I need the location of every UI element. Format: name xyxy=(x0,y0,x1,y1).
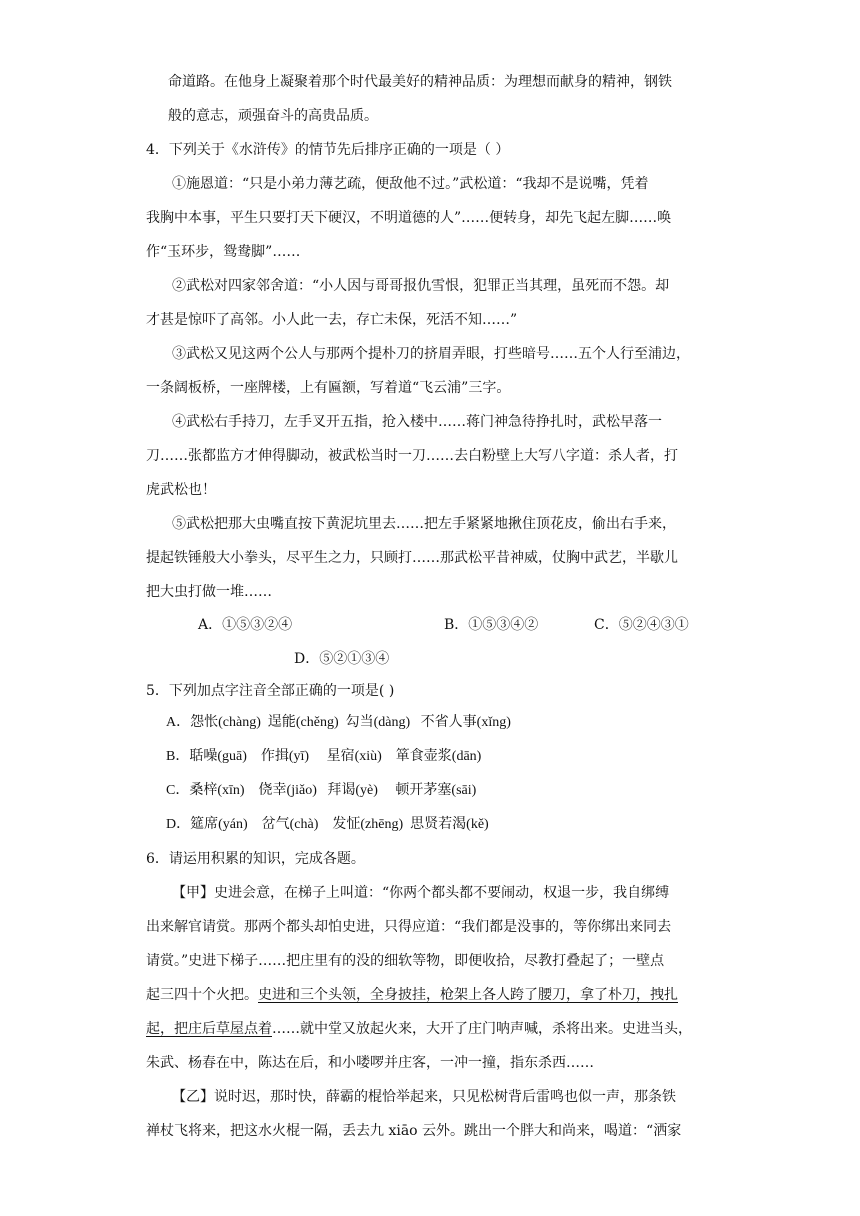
q4-option-a[interactable]: A．①⑤③②④ xyxy=(198,617,293,633)
q4-passage-2-line-1: ②武松对四家邻舍道：“小人因与哥哥报仇雪恨，犯罪正当其理，虽死而不怨。却 xyxy=(172,278,670,294)
q6-yi-line-1: 【乙】说时迟，那时快，薛霸的棍恰举起来，只见松树背后雷鸣也似一声，那条铁 xyxy=(172,1089,676,1105)
q4-option-c[interactable]: C．⑤②④③① xyxy=(594,617,689,633)
intro-line-1: 命道路。在他身上凝聚着那个时代最美好的精神品质：为理想而献身的精神，钢铁 xyxy=(168,74,672,90)
q6-yi-line-2: 禅杖飞将来，把这水火棍一隔，丢去九 xiāo 云外。跳出一个胖大和尚来，喝道：“洒家 xyxy=(146,1123,682,1139)
intro-line-2: 般的意志，顽强奋斗的高贵品质。 xyxy=(168,108,378,124)
q5-option-d[interactable]: D．筵席(yán) 岔气(chà) 发怔(zhēng) 思贤若渴(kě) xyxy=(166,817,489,832)
q4-passage-4-line-2: 刀……张都监方才伸得脚动，被武松当时一刀……去白粉壁上大写八字道：杀人者，打 xyxy=(146,448,678,464)
q4-passage-2-line-2: 才甚是惊吓了高邻。小人此一去，存亡未保，死活不知……” xyxy=(146,312,518,328)
q6-jia-line-2: 出来解官请赏。那两个都头却怕史进，只得应道：“我们都是没事的，等你绑出来同去 xyxy=(146,919,672,935)
q4-passage-4-line-1: ④武松右手持刀，左手叉开五指，抢入楼中……蒋门神急待挣扎时，武松早落一 xyxy=(172,414,662,430)
q6-jia-line-4-plain: 起三四十个火把。 xyxy=(146,987,258,1003)
q4-passage-1-line-3: 作“玉环步，鸳鸯脚”…… xyxy=(146,244,301,260)
question-4-stem: 4．下列关于《水浒传》的情节先后排序正确的一项是（ ） xyxy=(146,142,510,158)
q4-option-b[interactable]: B．①⑤③④② xyxy=(444,617,539,633)
q4-passage-5-line-3: 把大虫打做一堆…… xyxy=(146,584,272,600)
q5-option-c[interactable]: C．桑梓(xīn) 侥幸(jiǎo) 拜谒(yè) 顿开茅塞(sāi) xyxy=(166,783,477,798)
q6-jia-line-5 xyxy=(146,1019,692,1039)
q5-option-b[interactable]: B．聒噪(guā) 作揖(yī) 星宿(xiù) 箪食壶浆(dān) xyxy=(166,749,482,764)
q6-jia-line-3: 请赏。”史进下梯子……把庄里有的没的细软等物，即便收拾，尽教打叠起了；一壁点 xyxy=(146,953,665,969)
q6-jia-line-4 xyxy=(146,985,678,1005)
q4-passage-1-line-2: 我胸中本事，平生只要打天下硬汉，不明道德的人”……便转身，却先飞起左脚……唤 xyxy=(146,210,672,226)
q6-jia-underlined-sentence-part-1: 史进和三个头领，全身披挂，枪架上各人跨了腰刀，拿了朴刀，拽扎 xyxy=(258,987,678,1003)
q6-jia-underlined-sentence-part-2: 起，把庄后草屋点着 xyxy=(146,1021,272,1037)
q6-jia-line-6: 朱武、杨春在中，陈达在后，和小喽啰并庄客，一冲一撞，指东杀西…… xyxy=(146,1055,594,1071)
q4-passage-3-line-1: ③武松又见这两个公人与那两个提朴刀的挤眉弄眼，打些暗号……五个人行至浦边， xyxy=(172,346,690,362)
q4-passage-5-line-2: 提起铁锤般大小拳头，尽平生之力，只顾打……那武松平昔神威，仗胸中武艺，半歇儿 xyxy=(146,550,678,566)
q4-passage-4-line-3: 虎武松也！ xyxy=(146,482,216,498)
q4-passage-5-line-1: ⑤武松把那大虫嘴直按下黄泥坑里去……把左手紧紧地揪住顶花皮，偷出右手来， xyxy=(172,516,676,532)
question-5-stem: 5．下列加点字注音全部正确的一项是( ) xyxy=(146,683,395,699)
q5-option-a[interactable]: A．怨怅(chàng) 逞能(chěng) 勾当(dàng) 不省人事(xǐng) xyxy=(166,715,511,730)
q4-passage-3-line-2: 一条阔板桥，一座牌楼，上有匾额，写着道“飞云浦”三字。 xyxy=(146,380,511,396)
question-6-stem: 6．请运用积累的知识，完成各题。 xyxy=(146,851,365,867)
q6-jia-line-5-plain: ……就中堂又放起火来，大开了庄门呐声喊，杀将出来。史进当头， xyxy=(272,1021,692,1037)
q4-option-d[interactable]: D．⑤②①③④ xyxy=(294,651,390,667)
q4-passage-1-line-1: ①施恩道：“只是小弟力薄艺疏，便敌他不过。”武松道：“我却不是说嘴，凭着 xyxy=(172,176,649,192)
q6-jia-line-1: 【甲】史进会意，在梯子上叫道：“你两个都头都不要闹动，权退一步，我自绑缚 xyxy=(172,885,670,901)
